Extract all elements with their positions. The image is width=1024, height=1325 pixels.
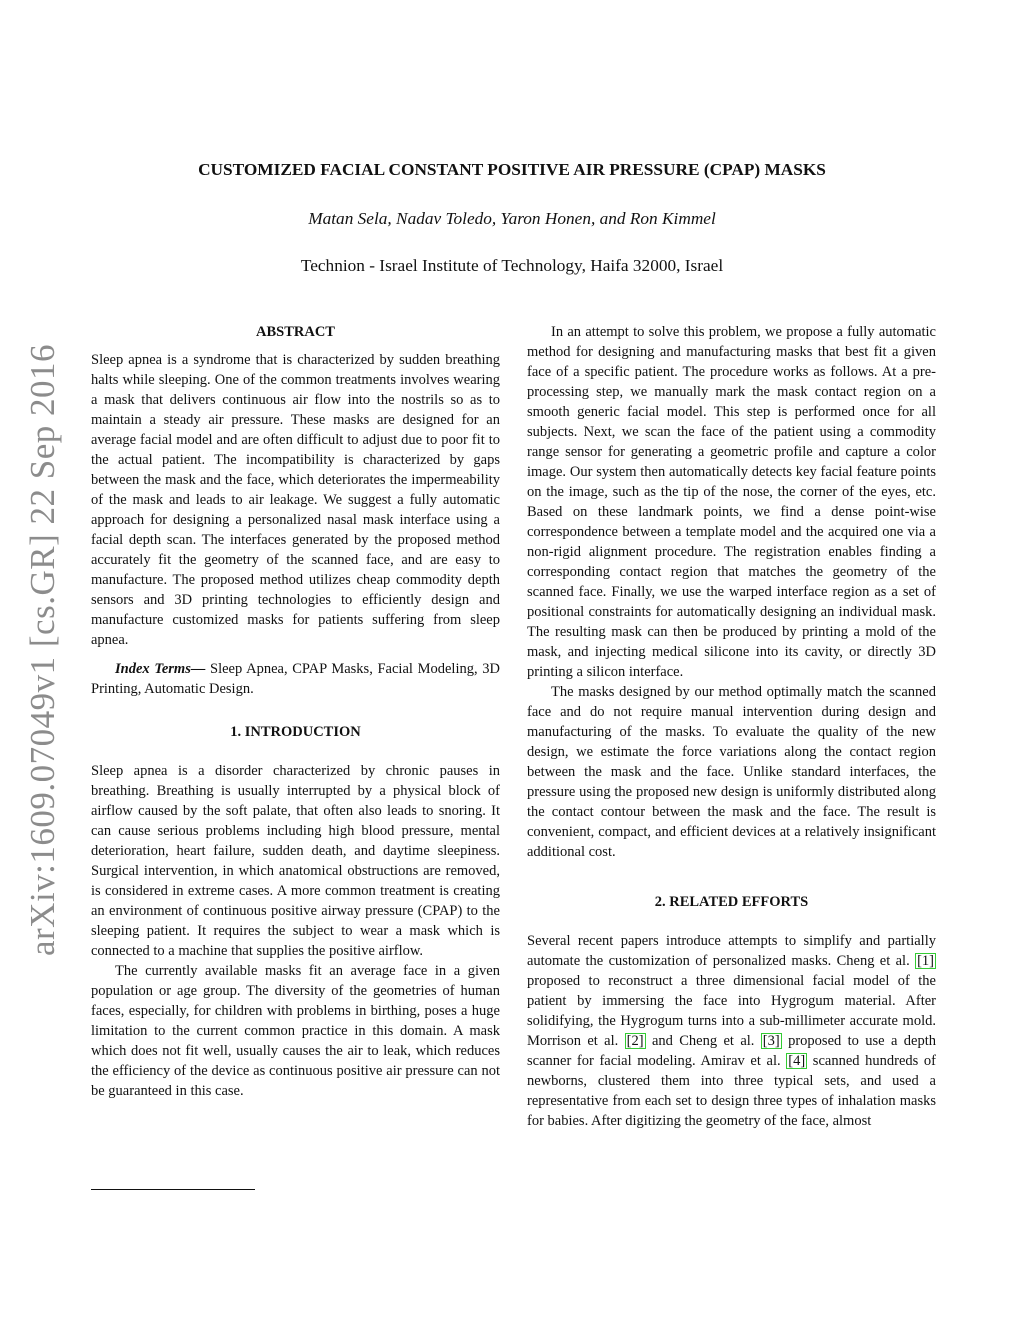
intro-paragraph-2: The currently available masks fit an average face in a given population or age group. The diversity of the geometries of human faces, especially, for children with problems in birthing, poses a huge limitation to the current common practice in this domain. A mask which does not fit well, usually causes the air to leak, which reduces the efficiency of the device as continuous positive air pressure can not be guaranteed in this case. bbox=[91, 963, 500, 1099]
index-terms-text: Sleep Apnea, CPAP Masks, Facial Modeling, 3D Printing, Automatic Design. bbox=[91, 661, 500, 697]
related-paragraph bbox=[527, 931, 936, 1131]
citation-link-1[interactable]: [1] bbox=[917, 953, 934, 969]
related-text-3: and Cheng et al. bbox=[645, 1033, 761, 1049]
paper-title: CUSTOMIZED FACIAL CONSTANT POSITIVE AIR PRESSURE (CPAP) MASKS bbox=[198, 160, 826, 179]
intro-paragraph-3: In an attempt to solve this problem, we propose a fully automatic method for designing and manufacturing masks that best fit a given face of a specific patient. The procedure works as follows. At a pre-processing step, we manually mark the mask contact region on a smooth generic facial model. This step is performed once for all subjects. Next, we scan the face of the patient using a commodity range sensor for generating a geometric profile and capture a color image. Our system then automatically detects key facial feature points on the image, such as the tip of the nose, the corner of the eyes, etc. Based on these landmark points, we find a dense point-wise correspondence between a template model and the acquired one via a non-rigid alignment procedure. The registration enables finding a corresponding contact region that matches the geometry of the scanned face. Finally, we use the warped interface region as a set of positional constraints for automatically designing an individual mask. The resulting mask can then be produced by printing a mold of the mask, and injecting medical silicone into its cavity, or directly 3D printing a silicon interface. bbox=[527, 324, 936, 680]
footnote-rule bbox=[91, 1189, 255, 1190]
introduction-heading: 1. INTRODUCTION bbox=[230, 724, 361, 740]
abstract-text: Sleep apnea is a syndrome that is characterized by sudden breathing halts while sleeping. One of the common treatments involves wearing a mask that delivers continuous air flow into the nostrils so as to maintain a steady air pressure. These masks are designed for an average facial model and are often difficult to adjust due to poor fit to the actual patient. The incompatibility is characterized by gaps between the mask and the face, which deteriorates the impermeability of the mask and leads to air leakage. We suggest a fully automatic approach for designing a personalized nasal mask interface using a facial depth scan. The interfaces generated by the proposed method accurately fit the geometry of the scanned face, and are easy to manufacture. The proposed method utilizes cheap commodity depth sensors and 3D printing technologies to efficiently design and manufacture customized masks for patients suffering from sleep apnea. bbox=[91, 352, 500, 648]
related-text-2: proposed to reconstruct a three dimensional facial model of the patient by immersing the face into Hygrogum material. After solidifying, the Hygrogum turns into a sub-millimeter accurate mold. Morrison et al. bbox=[527, 973, 936, 1049]
index-terms bbox=[91, 659, 500, 699]
paper-authors: Matan Sela, Nadav Toledo, Yaron Honen, and Ron Kimmel bbox=[308, 209, 716, 228]
related-text-1: Several recent papers introduce attempts to simplify and partially automate the customization of personalized masks. Cheng et al. bbox=[527, 933, 936, 969]
citation-link-4[interactable]: [4] bbox=[788, 1053, 806, 1069]
left-column bbox=[91, 322, 500, 1101]
abstract-heading: ABSTRACT bbox=[256, 324, 335, 340]
intro-paragraph-4: The masks designed by our method optimally match the scanned face and do not require manual intervention during design and manufacturing of the masks. To evaluate the quality of the new design, we estimate the force variations along the contact region between the mask and the face. Unlike standard interfaces, the pressure using the proposed new design is uniformly distributed along the contact contour between the mask and the face. The result is convenient, compact, and efficient devices at a relatively insignificant additional cost. bbox=[527, 684, 936, 860]
right-column bbox=[527, 322, 936, 1131]
intro-paragraph-1: Sleep apnea is a disorder characterized by chronic pauses in breathing. Breathing is usually interrupted by a physical block of airflow caused by the soft palate, that often also leads to snoring. It can cause serious problems including high blood pressure, mental deterioration, heart failure, sudden death, and daytime sleepiness. Surgical intervention, in which anatomical obstructions are removed, is considered in extreme cases. A more common treatment is creating an environment of continuous positive airway pressure (CPAP) to the sleeping patient. It requires the subject to wear a mask which is connected to a machine that supplies the positive airflow. bbox=[91, 763, 500, 959]
citation-link-3[interactable]: [3] bbox=[762, 1033, 780, 1049]
citation-link-2[interactable]: [2] bbox=[626, 1033, 644, 1049]
index-terms-label: Index Terms— bbox=[115, 661, 206, 677]
related-heading: 2. RELATED EFFORTS bbox=[654, 894, 809, 910]
arxiv-identifier: arXiv:1609.07049v1 [cs.GR] 22 Sep 2016 bbox=[23, 343, 62, 957]
related-text-5: scanned hundreds of newborns, clustered them into three typical sets, and used a representative from each set to design three types of inhalation masks for babies. After digitizing the geometry of the face, almost bbox=[527, 1053, 937, 1129]
paper-affiliation: Technion - Israel Institute of Technology, Haifa 32000, Israel bbox=[300, 256, 724, 275]
related-text-4: proposed to use a depth scanner for facial modeling. Amirav et al. bbox=[527, 1033, 936, 1069]
